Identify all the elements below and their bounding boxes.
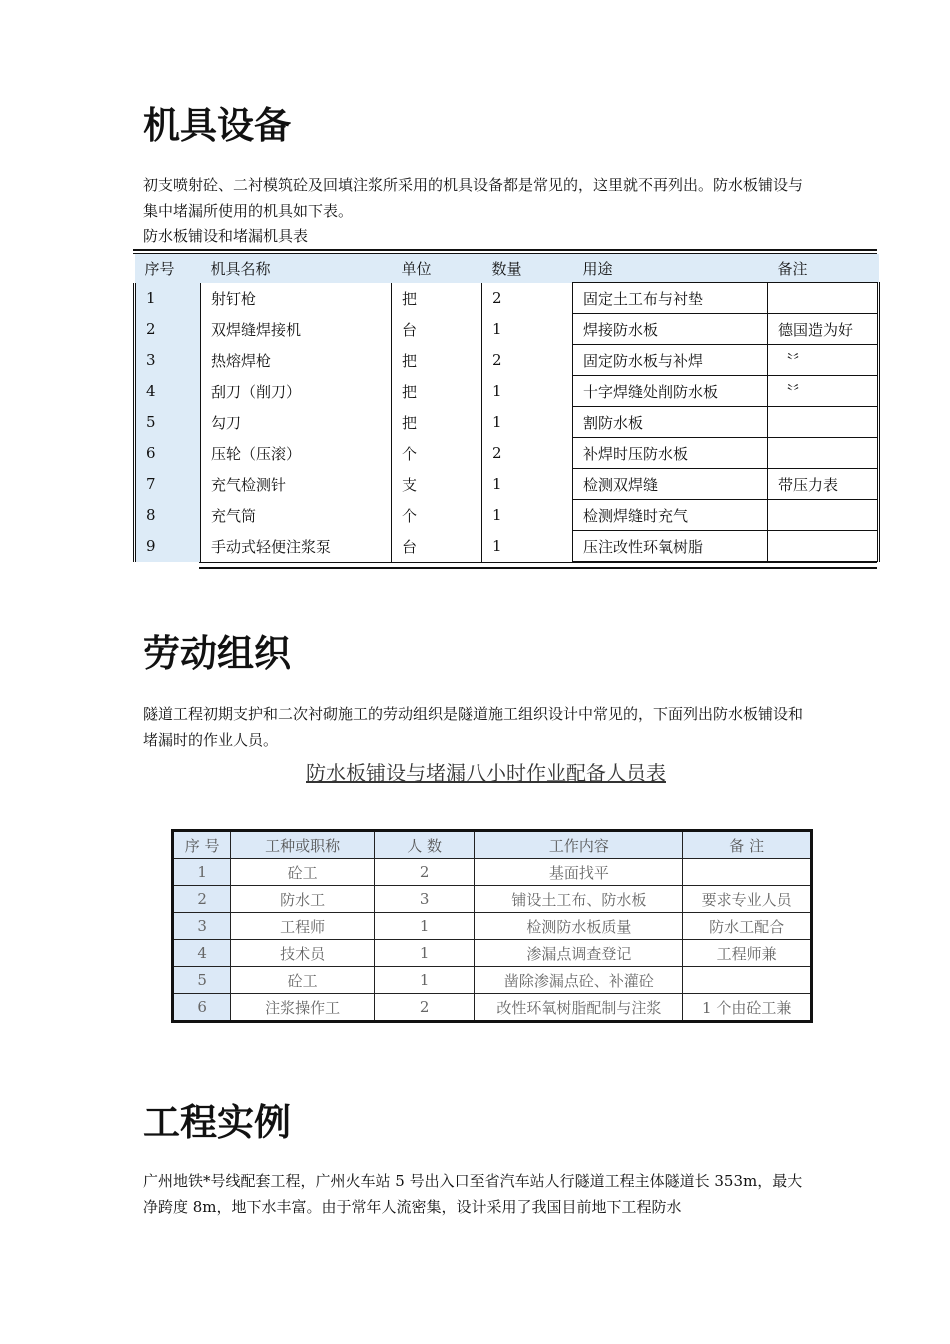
table-cell: 1 [374,940,474,967]
column-header: 机具名称 [201,254,392,283]
table-cell: 6 [173,994,231,1022]
table-row [173,940,812,967]
table-cell: 4 [135,376,201,407]
table-cell [683,967,812,994]
column-header: 数量 [482,254,573,283]
table-cell: 2 [374,994,474,1022]
equipment-table [133,249,877,569]
table-cell: 2 [173,886,231,913]
table-cell: 双焊缝焊接机 [201,314,392,345]
table-cell: 刮刀（削刀） [201,376,392,407]
table-cell: 压注改性环氧树脂 [573,531,768,562]
column-header: 备 注 [683,831,812,859]
table-row [135,345,879,376]
table-cell: 个 [392,500,482,531]
table-cell: 检测焊缝时充气 [573,500,768,531]
table-cell: 1 个由砼工兼 [683,994,812,1022]
table-row [173,886,812,913]
table-row [173,913,812,940]
section-title-labor: 劳动组织 [143,632,291,675]
table-row [135,438,879,469]
table-cell: 2 [482,345,573,376]
table-cell: 渗漏点调查登记 [475,940,683,967]
table-cell: 2 [482,438,573,469]
table-cell: 割防水板 [573,407,768,438]
column-header: 用途 [573,254,768,283]
table-cell: 〝〞 [768,376,879,407]
table-cell: 个 [392,438,482,469]
table-cell: 1 [482,531,573,562]
table-cell: 5 [173,967,231,994]
table-cell: 2 [135,314,201,345]
table-cell: 9 [135,531,201,562]
table-cell: 1 [374,913,474,940]
column-header: 序 号 [173,831,231,859]
table-cell: 改性环氧树脂配制与注浆 [475,994,683,1022]
table-row [135,407,879,438]
table-cell: 勾刀 [201,407,392,438]
table-cell: 焊接防水板 [573,314,768,345]
table-cell: 把 [392,376,482,407]
table-row [135,314,879,345]
table-cell: 把 [392,407,482,438]
table-row [135,376,879,407]
table-cell: 3 [173,913,231,940]
table-cell: 防水工配合 [683,913,812,940]
staffing-table [171,829,813,1023]
table-cell: 3 [374,886,474,913]
table-row [135,283,879,314]
table-cell: 技术员 [231,940,375,967]
table-cell: 把 [392,283,482,314]
table-cell [768,531,879,562]
table-cell: 2 [482,283,573,314]
table-cell: 1 [173,859,231,886]
table-cell: 1 [482,376,573,407]
table-row [173,967,812,994]
table-cell: 〝〞 [768,345,879,376]
table-cell [683,859,812,886]
table-cell: 8 [135,500,201,531]
table-bottom-rule [199,562,877,569]
table-cell: 压轮（压滚） [201,438,392,469]
table-row [135,469,879,500]
table-header-row [135,254,879,283]
staffing-table-title: 防水板铺设与堵漏八小时作业配备人员表 [306,761,666,785]
table-cell: 基面找平 [475,859,683,886]
table-cell: 要求专业人员 [683,886,812,913]
table-cell: 补焊时压防水板 [573,438,768,469]
table-row [135,531,879,562]
table-cell: 检测防水板质量 [475,913,683,940]
column-header: 序号 [135,254,201,283]
table-top-rule [133,249,877,251]
table-cell: 工程师兼 [683,940,812,967]
section-title-equipment: 机具设备 [143,104,291,147]
table-cell: 十字焊缝处削防水板 [573,376,768,407]
table-cell [768,407,879,438]
table-cell: 检测双焊缝 [573,469,768,500]
table-cell: 2 [374,859,474,886]
table-cell: 充气筒 [201,500,392,531]
table-cell: 砼工 [231,967,375,994]
column-header: 工种或职称 [231,831,375,859]
paragraph-case: 广州地铁*号线配套工程，广州火车站 5 号出入口至省汽车站人行隧道工程主体隧道长 353m，最大净跨度 8m，地下水丰富。由于常年人流密集，设计采用了我国目前地下工程防水 [143,1172,803,1216]
table-cell: 防水工 [231,886,375,913]
table-cell [768,283,879,314]
column-header: 人 数 [374,831,474,859]
table-cell: 手动式轻便注浆泵 [201,531,392,562]
table-cell: 1 [482,469,573,500]
table-header-row [173,831,812,859]
table-cell: 工程师 [231,913,375,940]
paragraph-equipment: 初支喷射砼、二衬模筑砼及回填注浆所采用的机具设备都是常见的，这里就不再列出。防水板铺设与集中堵漏所使用的机具如下表。 [143,176,804,220]
table-row [135,500,879,531]
column-header: 单位 [392,254,482,283]
table-cell: 固定土工布与衬垫 [573,283,768,314]
table-row [173,994,812,1022]
table-cell: 固定防水板与补焊 [573,345,768,376]
table-cell: 砼工 [231,859,375,886]
table-cell: 台 [392,314,482,345]
table-cell: 把 [392,345,482,376]
table-cell: 1 [482,314,573,345]
table-cell: 1 [482,407,573,438]
table-cell [768,438,879,469]
section-title-case: 工程实例 [143,1101,291,1144]
paragraph-labor: 隧道工程初期支护和二次衬砌施工的劳动组织是隧道施工组织设计中常见的，下面列出防水板铺设和堵漏时的作业人员。 [143,705,804,749]
table-cell: 5 [135,407,201,438]
table-cell: 注浆操作工 [231,994,375,1022]
column-header: 备注 [768,254,879,283]
table-cell: 带压力表 [768,469,879,500]
table-caption: 防水板铺设和堵漏机具表 [143,227,309,245]
table-cell: 热熔焊枪 [201,345,392,376]
table-cell: 支 [392,469,482,500]
table-cell: 3 [135,345,201,376]
table-cell: 充气检测针 [201,469,392,500]
table-cell: 4 [173,940,231,967]
table-cell: 德国造为好 [768,314,879,345]
column-header: 工作内容 [475,831,683,859]
table-cell: 1 [482,500,573,531]
table-cell: 台 [392,531,482,562]
table-cell [768,500,879,531]
table-cell: 7 [135,469,201,500]
table-cell: 射钉枪 [201,283,392,314]
table-row [173,859,812,886]
table-cell: 凿除渗漏点砼、补灌砼 [475,967,683,994]
table-cell: 铺设土工布、防水板 [475,886,683,913]
table-cell: 1 [374,967,474,994]
table-cell: 6 [135,438,201,469]
table-cell: 1 [135,283,201,314]
